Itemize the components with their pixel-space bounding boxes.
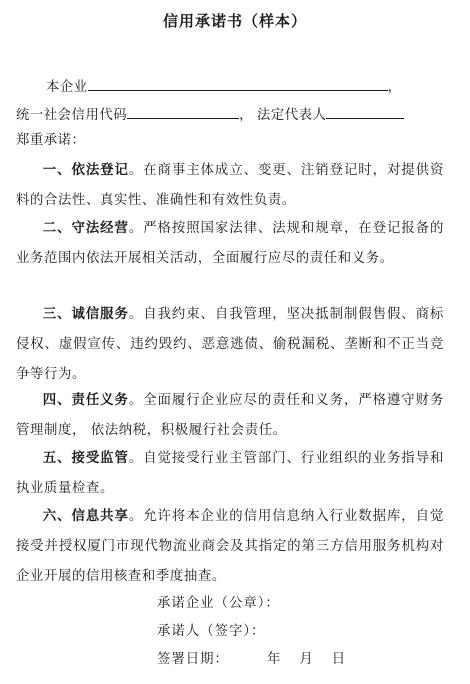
item-5-heading: 五、接受监管 bbox=[42, 451, 129, 466]
item-2-punct: 。 bbox=[128, 221, 144, 236]
item-6-heading: 六、信息共享 bbox=[42, 509, 129, 524]
signature-date-line bbox=[157, 648, 346, 667]
item-1-punct: 。 bbox=[128, 163, 144, 178]
signature-person: 承诺人（签字）： bbox=[157, 624, 266, 639]
date-month: 月 bbox=[299, 652, 314, 667]
enterprise-line bbox=[46, 76, 402, 98]
item-2-heading: 二、守法经营 bbox=[42, 221, 129, 236]
credit-code-line bbox=[16, 104, 404, 126]
item-5-punct: 。 bbox=[128, 451, 144, 466]
signature-date-label: 签署日期： bbox=[157, 652, 229, 667]
item-1-body: 在商事主体成立、变更、注销登记时，对提供资料的合法性、真实性、准确性和有效性负责。 bbox=[16, 163, 444, 208]
enterprise-label: 本企业 bbox=[46, 80, 88, 95]
commitment-item-6 bbox=[16, 502, 444, 592]
credit-code-blank[interactable] bbox=[127, 104, 239, 119]
enterprise-name-blank[interactable] bbox=[88, 76, 388, 91]
item-4-punct: 。 bbox=[128, 393, 144, 408]
date-year: 年 bbox=[266, 652, 282, 667]
pledge-line: 郑重承诺： bbox=[16, 133, 86, 148]
item-1-heading: 一、依法登记 bbox=[42, 163, 129, 178]
item-6-punct: 。 bbox=[128, 509, 144, 524]
document-title: 信用承诺书（样本） bbox=[162, 12, 307, 30]
credit-code-label: 统一社会信用代码 bbox=[16, 108, 128, 123]
commitment-item-1 bbox=[16, 156, 444, 216]
item-4-heading: 四、责任义务 bbox=[42, 393, 129, 408]
signature-company: 承诺企业（公章）： bbox=[157, 596, 280, 611]
separator-comma: ， bbox=[239, 108, 254, 123]
item-3-heading: 三、诚信服务 bbox=[42, 307, 129, 322]
item-3-punct: 。 bbox=[128, 307, 144, 322]
item-2-body: 严格按照国家法律、法规和规章，在登记报备的业务范围内依法开展相关活动，全面履行应尽的责任和义务。 bbox=[16, 221, 444, 266]
commitment-item-5 bbox=[16, 444, 444, 504]
legal-rep-blank[interactable] bbox=[326, 104, 404, 119]
item-6-body: 允许将本企业的信用信息纳入行业数据库，自觉接受并授权厦门市现代物流业商会及其指定的第三方信用服务机构对企业开展的信用核查和季度抽查。 bbox=[16, 509, 444, 584]
legal-rep-label: 法定代表人 bbox=[257, 108, 327, 123]
commitment-item-2 bbox=[16, 214, 444, 274]
commitment-item-4 bbox=[16, 386, 444, 446]
date-day: 日 bbox=[331, 652, 347, 667]
item-4-body: 全面履行企业应尽的责任和义务，严格遵守财务管理制度， 依法纳税，积极履行社会责任。 bbox=[16, 393, 444, 438]
enterprise-suffix: ， bbox=[387, 80, 402, 95]
commitment-item-3 bbox=[16, 300, 444, 390]
item-3-body: 自我约束、自我管理，坚决抵制制假售假、商标侵权、虚假宣传、违约毁约、恶意逃债、偷税漏税、垄断和不正当竞争等行为。 bbox=[16, 307, 444, 382]
item-5-body: 自觉接受行业主管部门、行业组织的业务指导和执业质量检查。 bbox=[16, 451, 444, 496]
